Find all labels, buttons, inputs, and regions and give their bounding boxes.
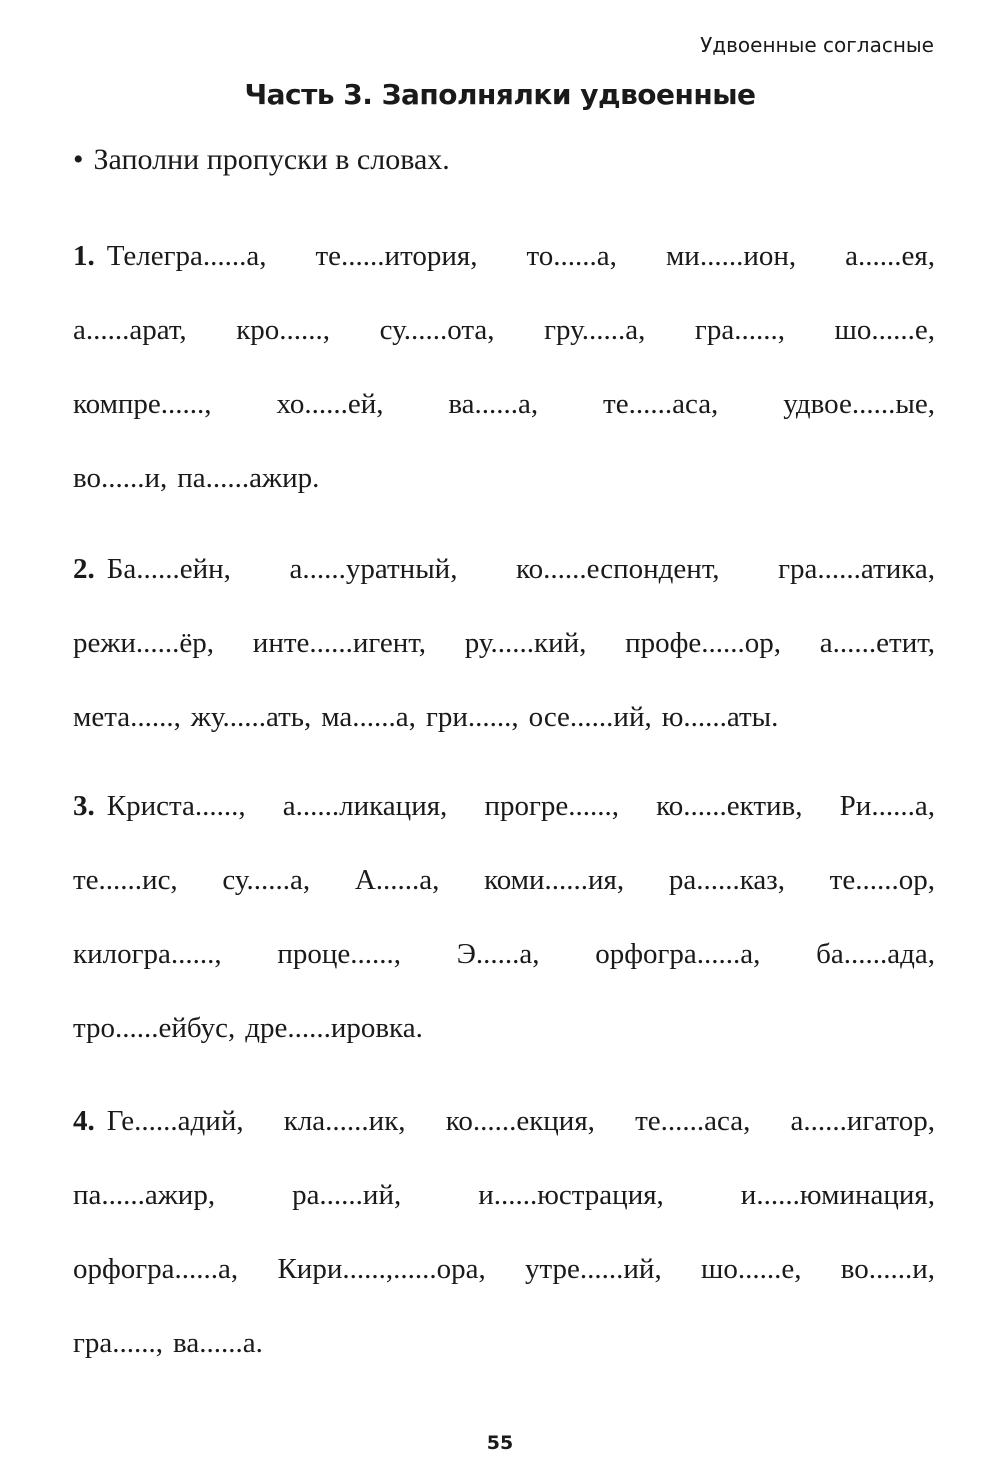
gap-word: проце......, xyxy=(277,938,401,970)
exercise-line xyxy=(73,626,935,700)
exercise-2 xyxy=(73,552,935,774)
gap-word: кла......ик, xyxy=(283,1105,406,1137)
gap-word: гра......, xyxy=(694,314,785,346)
gap-word: па......ажир. xyxy=(177,462,320,494)
exercise-3 xyxy=(73,789,935,1085)
page-title: Часть 3. Заполнялки удвоенные xyxy=(244,78,756,111)
gap-word: орфогра......а, xyxy=(73,1253,239,1285)
gap-word: ми......ион, xyxy=(665,240,797,272)
gap-word: су......а, xyxy=(222,864,311,896)
gap-word: во......и, xyxy=(73,462,168,494)
exercise-number: 3. xyxy=(73,790,95,822)
gap-word: ко......екция, xyxy=(445,1105,595,1137)
exercise-line xyxy=(73,1326,935,1400)
gap-word: компре......, xyxy=(73,388,212,420)
exercise-line xyxy=(73,937,935,1011)
gap-word: Ге......адий, xyxy=(106,1105,244,1137)
gap-word: прогре......, xyxy=(484,790,620,822)
gap-word: гра......атика, xyxy=(778,553,935,585)
bullet: • xyxy=(73,143,84,176)
gap-word: а......арат, xyxy=(73,314,187,346)
gap-word: па......ажир, xyxy=(73,1179,216,1211)
gap-word: жу......ать, xyxy=(190,701,312,733)
exercise-1 xyxy=(73,239,935,535)
gap-word: то......а, xyxy=(526,240,617,272)
gap-word: су......ота, xyxy=(379,314,495,346)
gap-word: гри......, xyxy=(425,701,519,733)
exercise-4 xyxy=(73,1104,935,1400)
exercise-number: 1. xyxy=(73,240,95,272)
exercise-number: 2. xyxy=(73,553,95,585)
gap-word: ра......ий, xyxy=(292,1179,402,1211)
exercise-line xyxy=(73,1178,935,1252)
gap-word: а......уратный, xyxy=(289,553,458,585)
gap-word: во......и, xyxy=(840,1253,935,1285)
exercise-line xyxy=(73,552,935,626)
gap-word: профе......ор, xyxy=(625,627,782,659)
gap-word: орфогра......а, xyxy=(595,938,761,970)
exercise-line xyxy=(73,1104,935,1178)
gap-word: тро......ейбус, xyxy=(73,1012,236,1044)
exercise-line xyxy=(73,461,935,535)
gap-word: ва......а, xyxy=(448,388,539,420)
exercise-line xyxy=(73,700,935,774)
gap-word: ру......кий, xyxy=(464,627,587,659)
gap-word: ма......а, xyxy=(321,701,416,733)
gap-word: ба......ада, xyxy=(816,938,935,970)
exercise-line xyxy=(73,863,935,937)
gap-word: те......ор, xyxy=(829,864,935,896)
gap-word: инте......игент, xyxy=(252,627,427,659)
gap-word: те......итория, xyxy=(315,240,478,272)
gap-word: шо......е, xyxy=(701,1253,802,1285)
exercise-first-word-group xyxy=(73,789,246,863)
gap-word: Ри......а, xyxy=(839,790,935,822)
gap-word: Э......а, xyxy=(456,938,540,970)
gap-word: килогра......, xyxy=(73,938,222,970)
exercise-line xyxy=(73,1252,935,1326)
gap-word: хо......ей, xyxy=(276,388,384,420)
gap-word: и......юстрация, xyxy=(478,1179,664,1211)
gap-word: те......аса, xyxy=(603,388,719,420)
exercise-first-word-group xyxy=(73,1104,244,1178)
gap-word: а......игатор, xyxy=(790,1105,935,1137)
gap-word: ко......еспондент, xyxy=(516,553,720,585)
gap-word: а......ликация, xyxy=(282,790,448,822)
gap-word: удвое......ые, xyxy=(783,388,935,420)
exercise-line xyxy=(73,1011,935,1085)
gap-word: ю......аты. xyxy=(661,701,779,733)
gap-word: ко......ектив, xyxy=(656,790,803,822)
gap-word: кро......, xyxy=(236,314,331,346)
gap-word: режи......ёр, xyxy=(73,627,215,659)
gap-word: Криста......, xyxy=(106,790,246,822)
gap-word: дре......ировка. xyxy=(245,1012,423,1044)
exercise-line xyxy=(73,239,935,313)
page-number: 55 xyxy=(486,1432,514,1454)
gap-word: Телегра......а, xyxy=(106,240,267,272)
gap-word: те......ис, xyxy=(73,864,178,896)
gap-word: осе......ий, xyxy=(528,701,652,733)
instruction-text: Заполни пропуски в словах. xyxy=(93,143,450,176)
gap-word: а......ея, xyxy=(845,240,935,272)
exercise-number: 4. xyxy=(73,1105,95,1137)
gap-word: гру......а, xyxy=(544,314,646,346)
gap-word: и......юминация, xyxy=(740,1179,935,1211)
gap-word: ва......а. xyxy=(173,1327,263,1359)
exercise-first-word-group xyxy=(73,552,231,626)
gap-word: гра......, xyxy=(73,1327,164,1359)
gap-word: утре......ий, xyxy=(525,1253,662,1285)
exercise-line xyxy=(73,313,935,387)
gap-word: Ба......ейн, xyxy=(106,553,231,585)
running-header: Удвоенные согласные xyxy=(700,33,934,57)
instruction xyxy=(73,143,450,177)
gap-word: А......а, xyxy=(354,864,440,896)
gap-word: ра......каз, xyxy=(668,864,785,896)
gap-word: коми......ия, xyxy=(484,864,625,896)
gap-word: те......аса, xyxy=(635,1105,751,1137)
exercise-first-word-group xyxy=(73,239,266,313)
gap-word: а......етит, xyxy=(819,627,935,659)
exercise-line xyxy=(73,789,935,863)
gap-word: шо......е, xyxy=(834,314,935,346)
exercise-line xyxy=(73,387,935,461)
gap-word: Кири......,......ора, xyxy=(277,1253,486,1285)
gap-word: мета......, xyxy=(73,701,181,733)
